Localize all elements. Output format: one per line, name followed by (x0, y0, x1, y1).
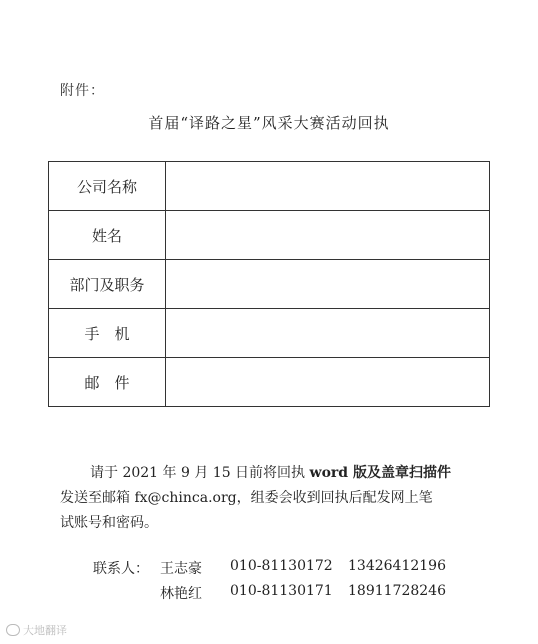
contact-name: 林艳红 (160, 586, 202, 602)
form-row-company (49, 162, 490, 211)
instruction-paragraph (60, 461, 490, 536)
form-field-mobile[interactable] (166, 309, 490, 358)
contact-name: 王志豪 (160, 561, 202, 577)
form-row-department (49, 260, 490, 309)
document-title: 首届“译路之星”风采大赛活动回执 (148, 114, 390, 132)
form-field-email[interactable] (166, 358, 490, 407)
form-field-name[interactable] (166, 211, 490, 260)
form-label-company: 公司名称 (49, 162, 166, 211)
instruction-line-1-bold: word 版及盖章扫描件 (309, 465, 451, 481)
instruction-line-1-text: 请于 2021 年 9 月 15 日前将回执 (90, 465, 310, 481)
watermark-logo-icon (6, 624, 20, 636)
form-row-mobile (49, 309, 490, 358)
watermark (6, 622, 67, 638)
form-field-company[interactable] (166, 162, 490, 211)
contact-phone: 010-81130172 (230, 558, 333, 574)
attachment-label: 附件： (60, 83, 105, 99)
contact-phone: 010-81130171 (230, 583, 333, 599)
instruction-line-2: 发送至邮箱 fx@chinca.org，组委会收到回执后配发网上笔 (60, 490, 433, 506)
form-label-email: 邮 件 (49, 358, 166, 407)
form-label-name: 姓名 (49, 211, 166, 260)
watermark-text: 大地翻译 (23, 624, 67, 637)
contact-row-2 (0, 583, 538, 603)
contact-mobile: 13426412196 (348, 558, 446, 574)
contact-label: 联系人： (93, 561, 149, 577)
form-label-mobile: 手 机 (49, 309, 166, 358)
instruction-line-1 (60, 461, 490, 486)
form-row-name (49, 211, 490, 260)
form-label-department: 部门及职务 (49, 260, 166, 309)
contact-row-1 (0, 558, 538, 578)
contact-mobile: 18911728246 (348, 583, 446, 599)
instruction-line-3: 试账号和密码。 (60, 515, 158, 531)
form-field-department[interactable] (166, 260, 490, 309)
form-row-email (49, 358, 490, 407)
receipt-form-table (48, 161, 490, 407)
